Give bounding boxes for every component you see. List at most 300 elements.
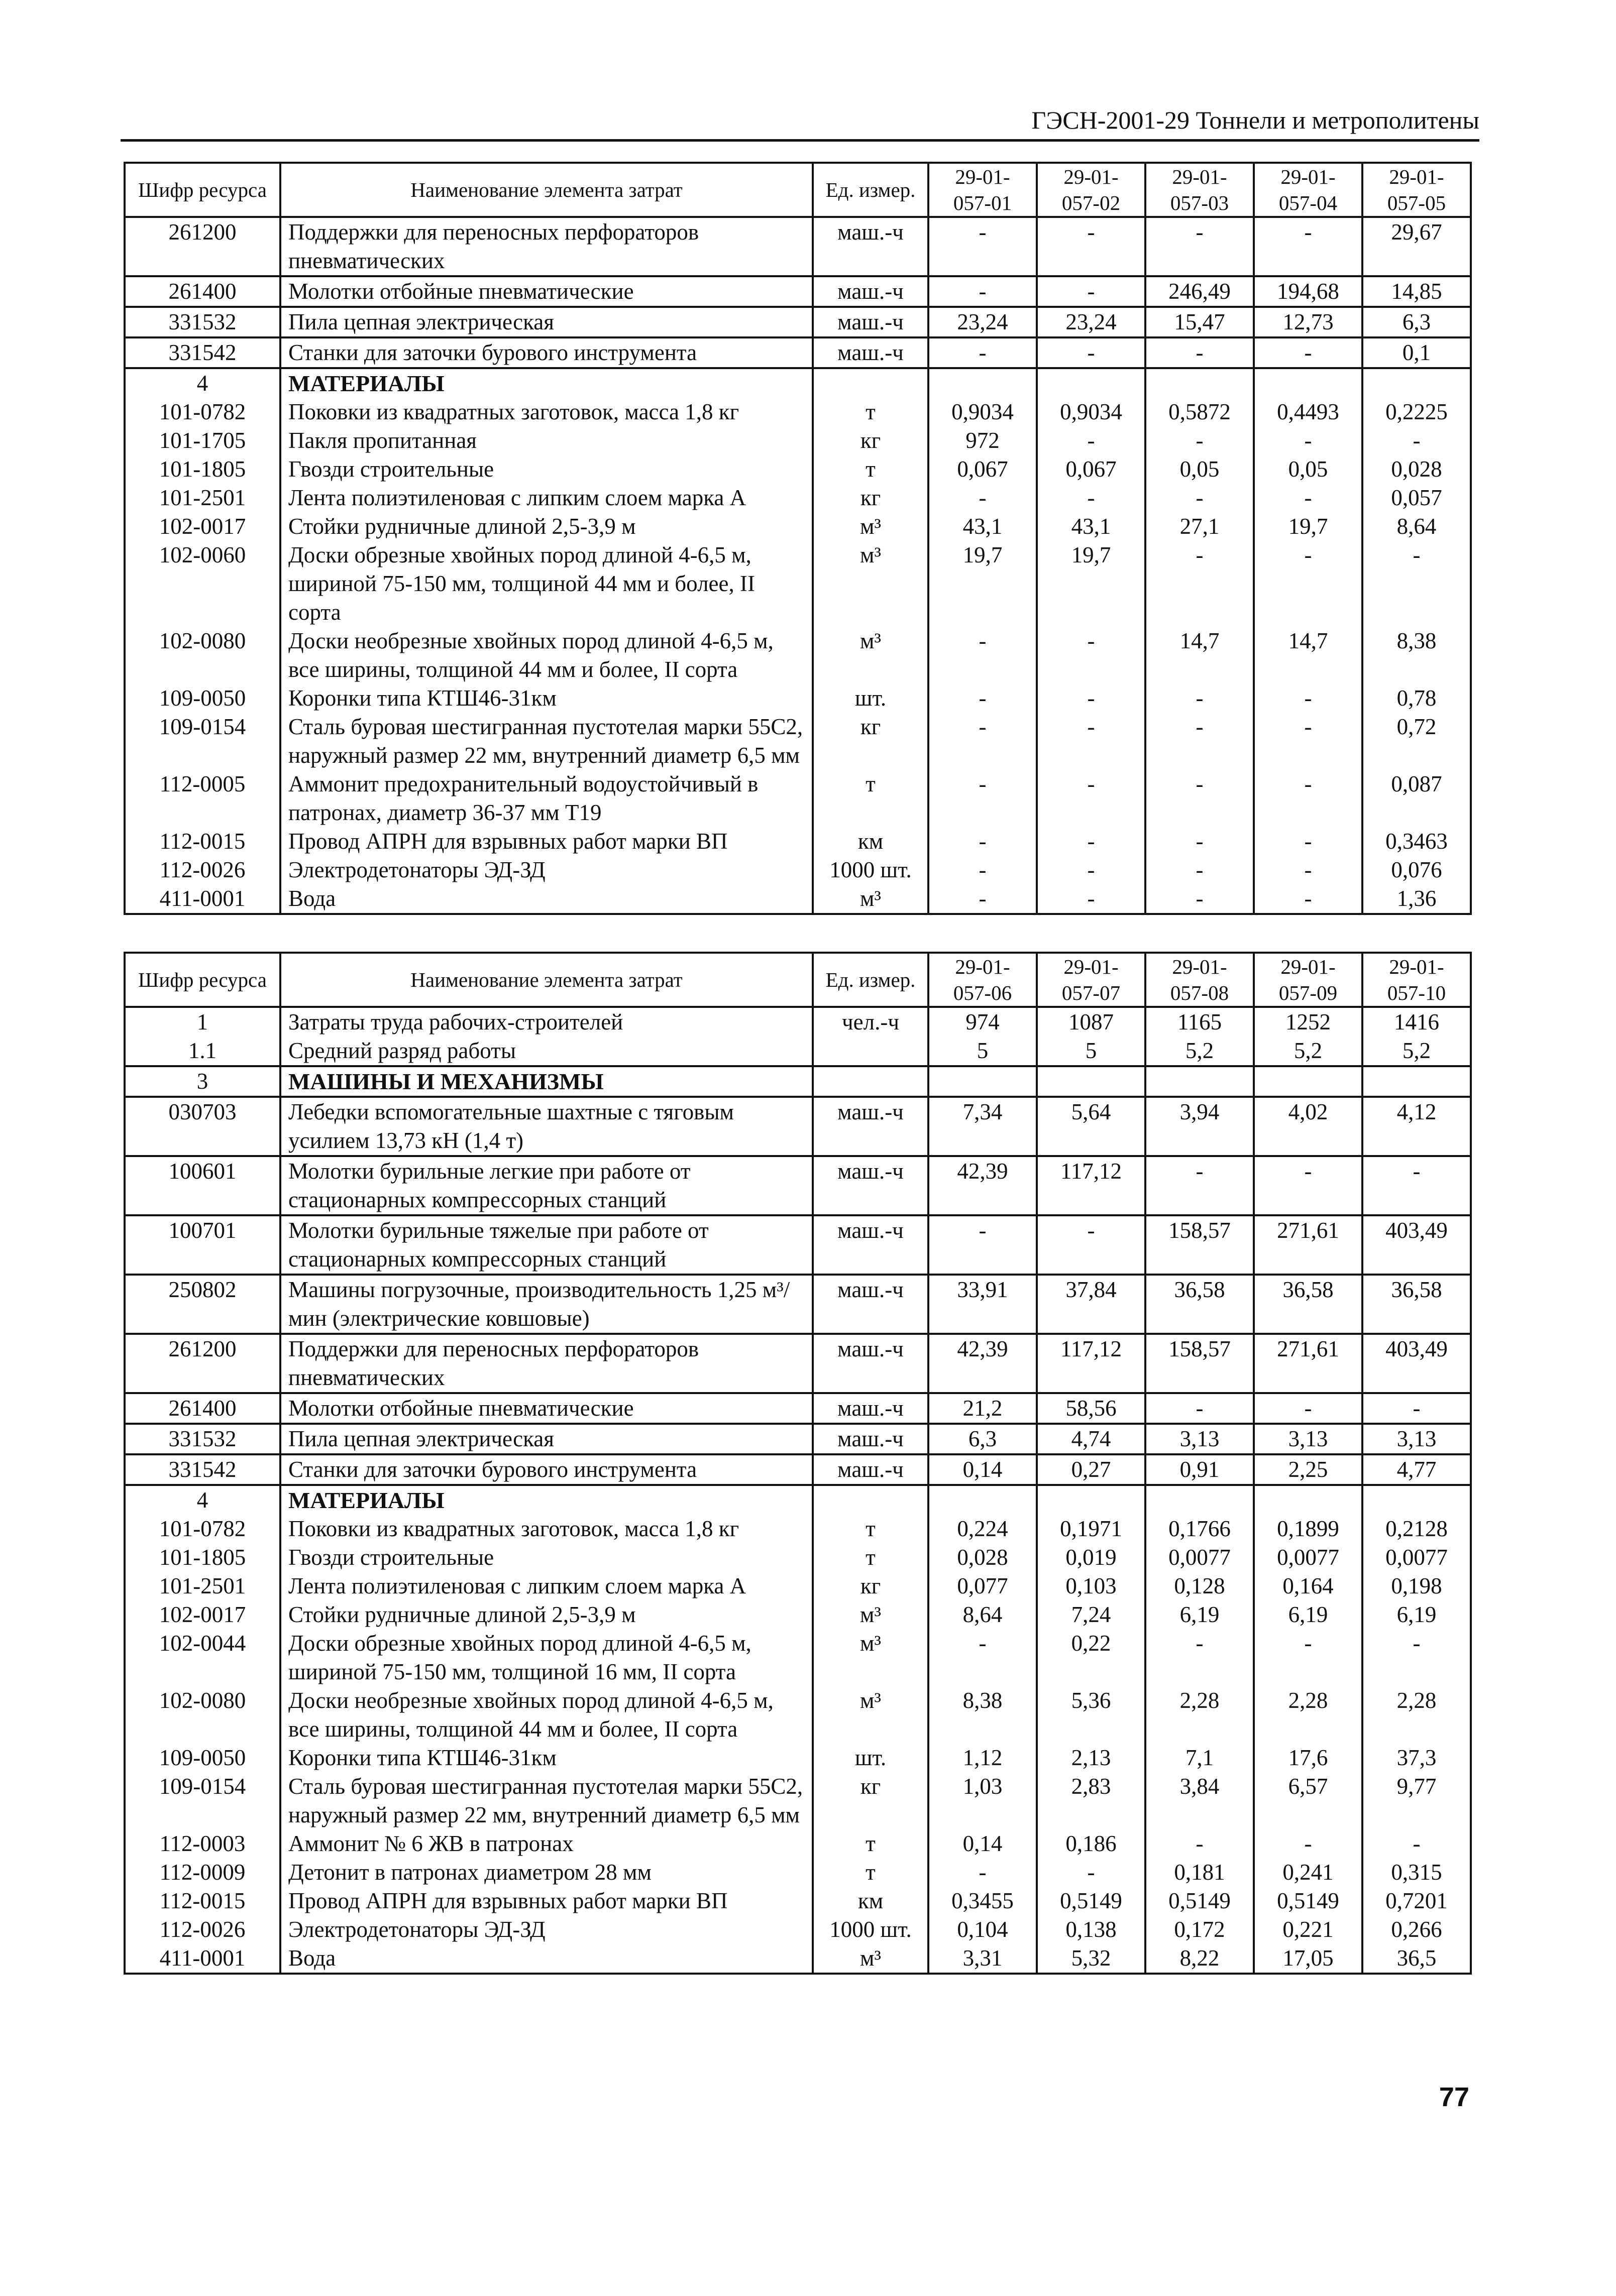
value-cell: - bbox=[1254, 713, 1362, 770]
value-cell: 0,266 bbox=[1362, 1915, 1471, 1944]
resource-code-cell: 411-0001 bbox=[125, 884, 280, 914]
value-cell: - bbox=[928, 276, 1037, 307]
value-cell: 37,84 bbox=[1037, 1275, 1145, 1334]
value-cell: - bbox=[1037, 1858, 1145, 1887]
page-number: 77 bbox=[1439, 2082, 1469, 2112]
value-cell: 36,5 bbox=[1362, 1944, 1471, 1974]
value-cell: 2,83 bbox=[1037, 1772, 1145, 1829]
value-cell: 5,2 bbox=[1254, 1037, 1362, 1066]
resource-code-cell: 102-0017 bbox=[125, 1600, 280, 1629]
unit-cell: кг bbox=[813, 484, 928, 512]
value-cell bbox=[1145, 1066, 1254, 1097]
table-row bbox=[125, 1334, 1471, 1393]
value-cell: 3,13 bbox=[1145, 1424, 1254, 1454]
unit-cell: т bbox=[813, 1829, 928, 1858]
value-cell: 0,138 bbox=[1037, 1915, 1145, 1944]
column-header: 29-01-057-03 bbox=[1145, 163, 1254, 217]
cost-element-name-cell: Средний разряд работы bbox=[280, 1037, 813, 1066]
value-cell: - bbox=[1145, 884, 1254, 914]
column-header: Наименование элемента затрат bbox=[280, 953, 813, 1007]
value-cell: 158,57 bbox=[1145, 1215, 1254, 1275]
value-cell: 42,39 bbox=[928, 1334, 1037, 1393]
table-body bbox=[125, 1007, 1471, 1974]
value-cell bbox=[1254, 1485, 1362, 1515]
value-cell: 0,087 bbox=[1362, 770, 1471, 827]
resource-code-cell: 261400 bbox=[125, 276, 280, 307]
value-cell bbox=[1254, 368, 1362, 398]
unit-cell: маш.-ч bbox=[813, 337, 928, 368]
column-header: Шифр ресурса bbox=[125, 953, 280, 1007]
value-cell: 8,38 bbox=[928, 1686, 1037, 1744]
cost-element-name-cell: Гвозди строительные bbox=[280, 1543, 813, 1572]
value-cell: - bbox=[928, 1215, 1037, 1275]
table-row bbox=[125, 1275, 1471, 1334]
resource-table-2 bbox=[124, 952, 1472, 1975]
value-cell: - bbox=[928, 1629, 1037, 1686]
unit-cell: кг bbox=[813, 1572, 928, 1600]
value-cell: - bbox=[1037, 337, 1145, 368]
value-cell: - bbox=[1037, 627, 1145, 684]
column-header: 29-01-057-07 bbox=[1037, 953, 1145, 1007]
value-cell: - bbox=[1037, 1215, 1145, 1275]
value-cell: 36,58 bbox=[1145, 1275, 1254, 1334]
value-cell: 974 bbox=[928, 1007, 1037, 1037]
resource-code-cell: 411-0001 bbox=[125, 1944, 280, 1974]
value-cell: 8,38 bbox=[1362, 627, 1471, 684]
value-cell: 8,64 bbox=[1362, 512, 1471, 541]
value-cell: 0,221 bbox=[1254, 1915, 1362, 1944]
unit-cell: 1000 шт. bbox=[813, 1915, 928, 1944]
table-row bbox=[125, 307, 1471, 337]
value-cell: - bbox=[1145, 337, 1254, 368]
table-row bbox=[125, 217, 1471, 276]
cost-element-name-cell: Гвозди строительные bbox=[280, 455, 813, 484]
unit-cell: м³ bbox=[813, 1944, 928, 1974]
unit-cell: шт. bbox=[813, 684, 928, 713]
value-cell: - bbox=[928, 337, 1037, 368]
value-cell: 27,1 bbox=[1145, 512, 1254, 541]
value-cell: 7,34 bbox=[928, 1097, 1037, 1156]
value-cell: - bbox=[1362, 426, 1471, 455]
cost-element-name-cell: Лента полиэтиленовая с липким слоем марка А bbox=[280, 1572, 813, 1600]
value-cell: - bbox=[1254, 684, 1362, 713]
resource-code-cell: 250802 bbox=[125, 1275, 280, 1334]
resource-code-cell: 112-0009 bbox=[125, 1858, 280, 1887]
unit-cell: т bbox=[813, 1543, 928, 1572]
cost-element-name-cell: Детонит в патронах диаметром 28 мм bbox=[280, 1858, 813, 1887]
value-cell: 0,028 bbox=[1362, 455, 1471, 484]
value-cell bbox=[1037, 1485, 1145, 1515]
value-cell: - bbox=[1254, 1393, 1362, 1424]
table-row bbox=[125, 1454, 1471, 1485]
resource-code-cell: 112-0003 bbox=[125, 1829, 280, 1858]
value-cell: 1,12 bbox=[928, 1744, 1037, 1772]
value-cell: 0,3455 bbox=[928, 1887, 1037, 1915]
value-cell: 403,49 bbox=[1362, 1334, 1471, 1393]
resource-code-cell: 101-0782 bbox=[125, 1515, 280, 1543]
cost-element-name-cell: Вода bbox=[280, 1944, 813, 1974]
value-cell: 19,7 bbox=[1037, 541, 1145, 627]
unit-cell: км bbox=[813, 1887, 928, 1915]
value-cell: - bbox=[1145, 1629, 1254, 1686]
value-cell: 1416 bbox=[1362, 1007, 1471, 1037]
value-cell: 23,24 bbox=[1037, 307, 1145, 337]
value-cell: 1165 bbox=[1145, 1007, 1254, 1037]
cost-element-name-cell: Провод АПРН для взрывных работ марки ВП bbox=[280, 1887, 813, 1915]
value-cell: 36,58 bbox=[1254, 1275, 1362, 1334]
value-cell bbox=[1254, 1066, 1362, 1097]
value-cell: 1252 bbox=[1254, 1007, 1362, 1037]
value-cell: 6,19 bbox=[1145, 1600, 1254, 1629]
value-cell: - bbox=[928, 856, 1037, 884]
unit-cell: кг bbox=[813, 426, 928, 455]
value-cell: 0,172 bbox=[1145, 1915, 1254, 1944]
value-cell: 0,5149 bbox=[1145, 1887, 1254, 1915]
unit-cell: маш.-ч bbox=[813, 1275, 928, 1334]
value-cell: - bbox=[1145, 1829, 1254, 1858]
column-header: 29-01-057-06 bbox=[928, 953, 1037, 1007]
resource-code-cell: 112-0026 bbox=[125, 1915, 280, 1944]
resource-code-cell: 102-0080 bbox=[125, 627, 280, 684]
value-cell: 0,103 bbox=[1037, 1572, 1145, 1600]
table-body bbox=[125, 217, 1471, 914]
value-cell: 271,61 bbox=[1254, 1334, 1362, 1393]
value-cell bbox=[1037, 1066, 1145, 1097]
value-cell: 3,13 bbox=[1362, 1424, 1471, 1454]
value-cell: - bbox=[1037, 856, 1145, 884]
resource-code-cell: 102-0044 bbox=[125, 1629, 280, 1686]
resource-code-cell: 112-0026 bbox=[125, 856, 280, 884]
cost-element-name-cell: Сталь буровая шестигранная пустотелая марки 55С2, наружный размер 22 мм, внутренний диаметр 6,5 мм bbox=[280, 713, 813, 770]
running-header: ГЭСН-2001-29 Тоннели и метрополитены bbox=[1031, 106, 1479, 134]
value-cell: 6,3 bbox=[1362, 307, 1471, 337]
table-row bbox=[125, 713, 1471, 770]
cost-element-name-cell: Лебедки вспомогательные шахтные с тяговым усилием 13,73 кН (1,4 т) bbox=[280, 1097, 813, 1156]
value-cell: 158,57 bbox=[1145, 1334, 1254, 1393]
value-cell: - bbox=[1362, 1829, 1471, 1858]
value-cell: 0,14 bbox=[928, 1829, 1037, 1858]
value-cell: - bbox=[1145, 684, 1254, 713]
cost-element-name-cell: Провод АПРН для взрывных работ марки ВП bbox=[280, 827, 813, 856]
resource-code-cell: 109-0154 bbox=[125, 713, 280, 770]
value-cell: - bbox=[1362, 1629, 1471, 1686]
resource-code-cell: 331532 bbox=[125, 307, 280, 337]
column-header: Наименование элемента затрат bbox=[280, 163, 813, 217]
value-cell: 15,47 bbox=[1145, 307, 1254, 337]
value-cell: 4,02 bbox=[1254, 1097, 1362, 1156]
column-header: 29-01-057-10 bbox=[1362, 953, 1471, 1007]
cost-element-name-cell: Доски необрезные хвойных пород длиной 4-6,5 м, все ширины, толщиной 44 мм и более, II сорта bbox=[280, 1686, 813, 1744]
unit-cell: т bbox=[813, 1858, 928, 1887]
value-cell: - bbox=[1254, 1629, 1362, 1686]
unit-cell: маш.-ч bbox=[813, 276, 928, 307]
value-cell: 0,4493 bbox=[1254, 398, 1362, 426]
table-row bbox=[125, 512, 1471, 541]
resource-code-cell: 101-2501 bbox=[125, 1572, 280, 1600]
cost-element-name-cell: Пила цепная электрическая bbox=[280, 1424, 813, 1454]
value-cell bbox=[1037, 368, 1145, 398]
value-cell: - bbox=[1145, 484, 1254, 512]
value-cell: - bbox=[1037, 884, 1145, 914]
cost-element-name-cell: Поковки из квадратных заготовок, масса 1,8 кг bbox=[280, 398, 813, 426]
value-cell: - bbox=[928, 827, 1037, 856]
resource-code-cell: 109-0050 bbox=[125, 1744, 280, 1772]
value-cell: 0,5149 bbox=[1254, 1887, 1362, 1915]
cost-element-name-cell: Стойки рудничные длиной 2,5-3,9 м bbox=[280, 512, 813, 541]
cost-element-name-cell: Доски необрезные хвойных пород длиной 4-6,5 м, все ширины, толщиной 44 мм и более, II сорта bbox=[280, 627, 813, 684]
unit-cell: маш.-ч bbox=[813, 1334, 928, 1393]
table-row bbox=[125, 1629, 1471, 1686]
table-row bbox=[125, 1424, 1471, 1454]
value-cell: 9,77 bbox=[1362, 1772, 1471, 1829]
value-cell: 14,7 bbox=[1145, 627, 1254, 684]
unit-cell: т bbox=[813, 770, 928, 827]
value-cell: 5,2 bbox=[1362, 1037, 1471, 1066]
value-cell: 4,12 bbox=[1362, 1097, 1471, 1156]
unit-cell: маш.-ч bbox=[813, 1393, 928, 1424]
value-cell: - bbox=[1145, 426, 1254, 455]
cost-element-name-cell: Молотки отбойные пневматические bbox=[280, 1393, 813, 1424]
value-cell: 4,74 bbox=[1037, 1424, 1145, 1454]
value-cell: 36,58 bbox=[1362, 1275, 1471, 1334]
table-header-row bbox=[125, 953, 1471, 1007]
value-cell bbox=[1145, 368, 1254, 398]
value-cell: 0,028 bbox=[928, 1543, 1037, 1572]
unit-cell: т bbox=[813, 455, 928, 484]
value-cell: 2,28 bbox=[1145, 1686, 1254, 1744]
column-header: 29-01-057-05 bbox=[1362, 163, 1471, 217]
value-cell: 194,68 bbox=[1254, 276, 1362, 307]
value-cell: 271,61 bbox=[1254, 1215, 1362, 1275]
value-cell: 14,85 bbox=[1362, 276, 1471, 307]
value-cell: 117,12 bbox=[1037, 1334, 1145, 1393]
resource-code-cell: 331542 bbox=[125, 337, 280, 368]
cost-element-name-cell: Лента полиэтиленовая с липким слоем марка А bbox=[280, 484, 813, 512]
value-cell: 12,73 bbox=[1254, 307, 1362, 337]
value-cell: - bbox=[1037, 217, 1145, 276]
value-cell: 5,36 bbox=[1037, 1686, 1145, 1744]
table-row bbox=[125, 1393, 1471, 1424]
value-cell: - bbox=[1145, 1156, 1254, 1215]
value-cell: - bbox=[1037, 827, 1145, 856]
value-cell: 0,78 bbox=[1362, 684, 1471, 713]
unit-cell bbox=[813, 1485, 928, 1515]
value-cell: 5 bbox=[1037, 1037, 1145, 1066]
value-cell bbox=[1362, 1066, 1471, 1097]
value-cell: - bbox=[1254, 426, 1362, 455]
table-row bbox=[125, 1858, 1471, 1887]
unit-cell: кг bbox=[813, 1772, 928, 1829]
value-cell: 0,72 bbox=[1362, 713, 1471, 770]
cost-element-name-cell: МАШИНЫ И МЕХАНИЗМЫ bbox=[280, 1066, 813, 1097]
value-cell: 0,5872 bbox=[1145, 398, 1254, 426]
value-cell: - bbox=[1362, 1156, 1471, 1215]
resource-code-cell: 100701 bbox=[125, 1215, 280, 1275]
cost-element-name-cell: Стойки рудничные длиной 2,5-3,9 м bbox=[280, 1600, 813, 1629]
value-cell: - bbox=[928, 770, 1037, 827]
value-cell: 33,91 bbox=[928, 1275, 1037, 1334]
value-cell: 3,94 bbox=[1145, 1097, 1254, 1156]
unit-cell: т bbox=[813, 1515, 928, 1543]
header-rule bbox=[121, 139, 1479, 142]
value-cell: 0,05 bbox=[1145, 455, 1254, 484]
resource-code-cell: 4 bbox=[125, 368, 280, 398]
table-row bbox=[125, 1007, 1471, 1037]
unit-cell: 1000 шт. bbox=[813, 856, 928, 884]
value-cell: 58,56 bbox=[1037, 1393, 1145, 1424]
value-cell: 42,39 bbox=[928, 1156, 1037, 1215]
table-row bbox=[125, 1686, 1471, 1744]
value-cell: - bbox=[928, 1858, 1037, 1887]
column-header: Ед. измер. bbox=[813, 953, 928, 1007]
unit-cell: шт. bbox=[813, 1744, 928, 1772]
value-cell: 0,14 bbox=[928, 1454, 1037, 1485]
table-row bbox=[125, 827, 1471, 856]
value-cell: - bbox=[1254, 217, 1362, 276]
value-cell bbox=[1362, 368, 1471, 398]
value-cell: - bbox=[928, 627, 1037, 684]
value-cell: 0,22 bbox=[1037, 1629, 1145, 1686]
resource-code-cell: 102-0080 bbox=[125, 1686, 280, 1744]
resource-code-cell: 4 bbox=[125, 1485, 280, 1515]
value-cell: - bbox=[928, 484, 1037, 512]
cost-element-name-cell: Сталь буровая шестигранная пустотелая марки 55С2, наружный размер 22 мм, внутренний диаметр 6,5 мм bbox=[280, 1772, 813, 1829]
value-cell: 0,128 bbox=[1145, 1572, 1254, 1600]
resource-code-cell: 102-0017 bbox=[125, 512, 280, 541]
table-row bbox=[125, 770, 1471, 827]
resource-code-cell: 112-0015 bbox=[125, 1887, 280, 1915]
value-cell: 403,49 bbox=[1362, 1215, 1471, 1275]
value-cell: - bbox=[1037, 276, 1145, 307]
value-cell: 0,186 bbox=[1037, 1829, 1145, 1858]
value-cell: 2,28 bbox=[1254, 1686, 1362, 1744]
value-cell: 5,32 bbox=[1037, 1944, 1145, 1974]
value-cell: 0,2128 bbox=[1362, 1515, 1471, 1543]
cost-element-name-cell: Коронки типа КТШ46-31км bbox=[280, 1744, 813, 1772]
value-cell: 0,5149 bbox=[1037, 1887, 1145, 1915]
value-cell: 17,6 bbox=[1254, 1744, 1362, 1772]
resource-code-cell: 102-0060 bbox=[125, 541, 280, 627]
table-row bbox=[125, 1887, 1471, 1915]
value-cell: 8,64 bbox=[928, 1600, 1037, 1629]
unit-cell: т bbox=[813, 398, 928, 426]
value-cell: - bbox=[1145, 827, 1254, 856]
value-cell: 1087 bbox=[1037, 1007, 1145, 1037]
resource-code-cell: 030703 bbox=[125, 1097, 280, 1156]
cost-element-name-cell: Поддержки для переносных перфораторов пневматических bbox=[280, 217, 813, 276]
table-row bbox=[125, 1772, 1471, 1829]
cost-element-name-cell: Поддержки для переносных перфораторов пневматических bbox=[280, 1334, 813, 1393]
column-header: Ед. измер. bbox=[813, 163, 928, 217]
unit-cell: маш.-ч bbox=[813, 1097, 928, 1156]
value-cell bbox=[928, 368, 1037, 398]
value-cell bbox=[928, 1066, 1037, 1097]
resource-code-cell: 331532 bbox=[125, 1424, 280, 1454]
unit-cell: маш.-ч bbox=[813, 1156, 928, 1215]
value-cell: 6,19 bbox=[1362, 1600, 1471, 1629]
column-header: 29-01-057-02 bbox=[1037, 163, 1145, 217]
value-cell: - bbox=[1145, 713, 1254, 770]
table-row bbox=[125, 884, 1471, 914]
value-cell: - bbox=[1037, 484, 1145, 512]
value-cell: 0,9034 bbox=[928, 398, 1037, 426]
value-cell: 0,27 bbox=[1037, 1454, 1145, 1485]
value-cell: - bbox=[1145, 217, 1254, 276]
unit-cell: маш.-ч bbox=[813, 217, 928, 276]
value-cell: 0,241 bbox=[1254, 1858, 1362, 1887]
value-cell: 246,49 bbox=[1145, 276, 1254, 307]
resource-code-cell: 331542 bbox=[125, 1454, 280, 1485]
table-row bbox=[125, 1572, 1471, 1600]
value-cell: - bbox=[1254, 337, 1362, 368]
cost-element-name-cell: Коронки типа КТШ46-31км bbox=[280, 684, 813, 713]
unit-cell: м³ bbox=[813, 1686, 928, 1744]
value-cell: 17,05 bbox=[1254, 1944, 1362, 1974]
value-cell: 2,13 bbox=[1037, 1744, 1145, 1772]
value-cell: 14,7 bbox=[1254, 627, 1362, 684]
resource-code-cell: 101-1805 bbox=[125, 1543, 280, 1572]
resource-code-cell: 109-0050 bbox=[125, 684, 280, 713]
value-cell: - bbox=[1145, 770, 1254, 827]
resource-code-cell: 101-2501 bbox=[125, 484, 280, 512]
value-cell: - bbox=[928, 884, 1037, 914]
cost-element-name-cell: Машины погрузочные, производительность 1,25 м³/мин (электрические ковшовые) bbox=[280, 1275, 813, 1334]
table-row bbox=[125, 1066, 1471, 1097]
value-cell: 2,28 bbox=[1362, 1686, 1471, 1744]
value-cell: - bbox=[1037, 426, 1145, 455]
resource-code-cell: 101-0782 bbox=[125, 398, 280, 426]
table-row bbox=[125, 276, 1471, 307]
value-cell: 0,2225 bbox=[1362, 398, 1471, 426]
cost-element-name-cell: Доски обрезные хвойных пород длиной 4-6,5 м, шириной 75-150 мм, толщиной 44 мм и более, II сорта bbox=[280, 541, 813, 627]
value-cell: 0,1 bbox=[1362, 337, 1471, 368]
column-header: 29-01-057-09 bbox=[1254, 953, 1362, 1007]
value-cell: 3,84 bbox=[1145, 1772, 1254, 1829]
table-row bbox=[125, 368, 1471, 398]
table-row bbox=[125, 1744, 1471, 1772]
value-cell: 972 bbox=[928, 426, 1037, 455]
resource-code-cell: 101-1705 bbox=[125, 426, 280, 455]
value-cell: 43,1 bbox=[1037, 512, 1145, 541]
table-row bbox=[125, 1215, 1471, 1275]
value-cell: - bbox=[1254, 884, 1362, 914]
value-cell: - bbox=[1254, 484, 1362, 512]
resource-code-cell: 100601 bbox=[125, 1156, 280, 1215]
value-cell: 23,24 bbox=[928, 307, 1037, 337]
resource-code-cell: 261200 bbox=[125, 1334, 280, 1393]
value-cell: 0,0077 bbox=[1145, 1543, 1254, 1572]
value-cell: - bbox=[928, 217, 1037, 276]
resource-code-cell: 112-0005 bbox=[125, 770, 280, 827]
value-cell: 7,1 bbox=[1145, 1744, 1254, 1772]
resource-code-cell: 101-1805 bbox=[125, 455, 280, 484]
unit-cell: км bbox=[813, 827, 928, 856]
unit-cell bbox=[813, 1037, 928, 1066]
resource-code-cell: 1.1 bbox=[125, 1037, 280, 1066]
unit-cell: маш.-ч bbox=[813, 1424, 928, 1454]
value-cell: 29,67 bbox=[1362, 217, 1471, 276]
cost-element-name-cell: МАТЕРИАЛЫ bbox=[280, 1485, 813, 1515]
value-cell: 6,57 bbox=[1254, 1772, 1362, 1829]
value-cell: 0,164 bbox=[1254, 1572, 1362, 1600]
value-cell: 19,7 bbox=[1254, 512, 1362, 541]
value-cell: - bbox=[1037, 684, 1145, 713]
column-header: Шифр ресурса bbox=[125, 163, 280, 217]
value-cell: 0,104 bbox=[928, 1915, 1037, 1944]
value-cell: - bbox=[1145, 1393, 1254, 1424]
cost-element-name-cell: Молотки бурильные легкие при работе от стационарных компрессорных станций bbox=[280, 1156, 813, 1215]
cost-element-name-cell: Молотки бурильные тяжелые при работе от стационарных компрессорных станций bbox=[280, 1215, 813, 1275]
